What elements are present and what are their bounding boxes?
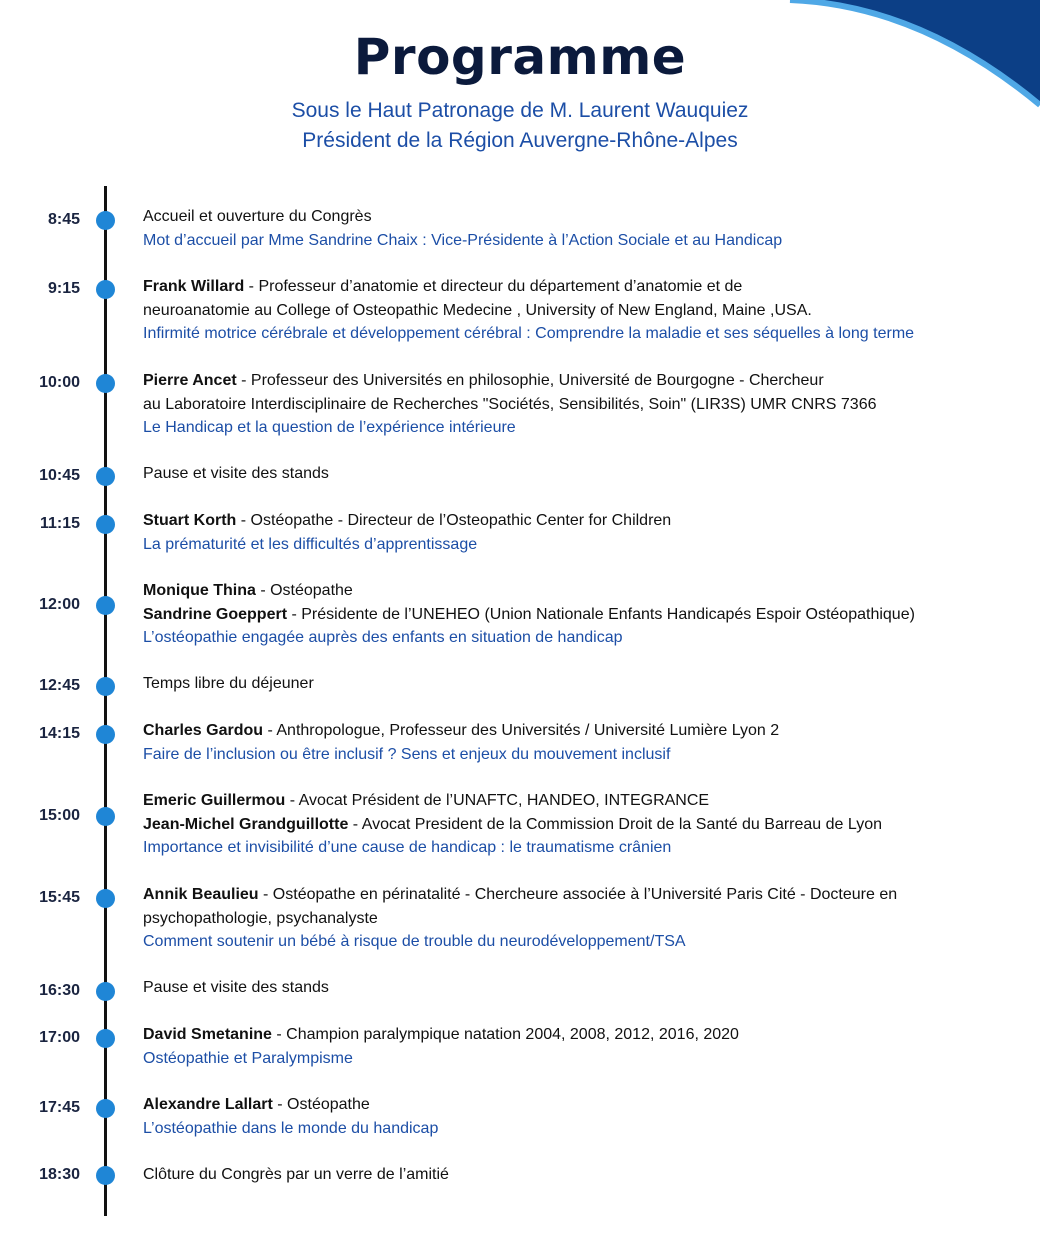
schedule-entry <box>143 205 1023 252</box>
schedule-time: 17:00 <box>39 1029 80 1046</box>
schedule-entry <box>143 672 1023 696</box>
speaker-name: David Smetanine <box>143 1026 272 1043</box>
entry-subtitle: Mot d’accueil par Mme Sandrine Chaix : Vice-Présidente à l’Action Sociale et au Handicap <box>143 231 783 249</box>
timeline-dot <box>96 280 115 299</box>
speaker-name: Frank Willard <box>143 278 245 295</box>
timeline-dot <box>96 1099 115 1118</box>
schedule-entry <box>143 1093 1023 1140</box>
entry-text: Temps libre du déjeuner <box>143 675 314 692</box>
speaker-description: - Ostéopathe <box>272 1096 370 1113</box>
subtitle-patronage: Sous le Haut Patronage de M. Laurent Wauquiez <box>291 99 749 122</box>
timeline-dot <box>96 1029 115 1048</box>
speaker-description: - Professeur d’anatomie et directeur du département d’anatomie et de <box>244 278 743 295</box>
speaker-description: - Ostéopathe en périnatalité - Chercheure associée à l’Université Paris Cité - Docteure en <box>258 886 898 903</box>
entry-subtitle: Infirmité motrice cérébrale et développement cérébral : Comprendre la maladie et ses séquelles à long terme <box>143 325 915 342</box>
subtitle-president: Président de la Région Auvergne-Rhône-Alpes <box>302 129 738 152</box>
schedule-entry <box>143 719 1023 766</box>
speaker-description: - Avocat Président de l’UNAFTC, HANDEO, INTEGRANCE <box>285 792 710 809</box>
schedule-entry <box>143 1023 1023 1070</box>
speaker-description: - Professeur des Universités en philosophie, Université de Bourgogne - Chercheur <box>236 372 824 389</box>
schedule-time: 15:00 <box>39 807 80 824</box>
entry-subtitle: L’ostéopathie engagée auprès des enfants en situation de handicap <box>143 629 623 646</box>
speaker-name: Annik Beaulieu <box>143 886 259 903</box>
schedule-entry <box>143 369 1023 440</box>
page-title: Programme <box>353 28 687 86</box>
speaker-name: Sandrine Goeppert <box>143 605 288 623</box>
speaker-description: - Présidente de l’UNEHEO (Union Nationale Enfants Handicapés Espoir Ostéopathique) <box>287 605 915 623</box>
timeline-dot <box>96 515 115 534</box>
schedule-time: 15:45 <box>39 889 80 906</box>
entry-text: Accueil et ouverture du Congrès <box>143 208 372 225</box>
schedule-entry <box>143 509 1023 556</box>
schedule-entry <box>143 579 1023 650</box>
schedule-time: 9:15 <box>47 280 80 297</box>
entry-subtitle: Comment soutenir un bébé à risque de trouble du neurodéveloppement/TSA <box>143 933 686 950</box>
schedule-time: 18:30 <box>39 1166 80 1183</box>
speaker-name: Emeric Guillermou <box>143 792 286 809</box>
speaker-name: Pierre Ancet <box>143 372 237 389</box>
schedule-time: 16:30 <box>39 982 80 999</box>
timeline-dot <box>96 467 115 486</box>
entry-subtitle: Ostéopathie et Paralympisme <box>143 1049 353 1067</box>
schedule-time: 8:45 <box>47 211 80 228</box>
entry-text: Clôture du Congrès par un verre de l’amitié <box>143 1166 449 1183</box>
schedule-entry <box>143 883 1023 954</box>
entry-text: Pause et visite des stands <box>143 465 329 482</box>
schedule-time: 11:15 <box>39 515 80 532</box>
timeline-dot <box>96 889 115 908</box>
timeline-dot <box>96 211 115 230</box>
speaker-name: Monique Thina <box>143 582 256 599</box>
speaker-name: Charles Gardou <box>143 722 264 739</box>
entry-subtitle: L’ostéopathie dans le monde du handicap <box>143 1119 439 1137</box>
speaker-description-cont: psychopathologie, psychanalyste <box>143 909 378 927</box>
schedule-time: 10:00 <box>39 374 80 391</box>
timeline-dot <box>96 677 115 696</box>
speaker-description-cont: neuroanatomie au College of Osteopathic Medecine , University of New England, Maine ,USA. <box>143 301 812 319</box>
entry-subtitle: Importance et invisibilité d’une cause de handicap : le traumatisme crânien <box>143 839 672 856</box>
entry-subtitle: Le Handicap et la question de l’expérience intérieure <box>143 419 516 436</box>
schedule-entry <box>143 789 1023 860</box>
schedule-entry <box>143 976 1023 1000</box>
schedule-time: 17:45 <box>39 1099 80 1116</box>
timeline-dot <box>96 725 115 744</box>
schedule-time: 12:00 <box>39 596 80 613</box>
schedule-entry <box>143 462 1023 486</box>
speaker-description: - Avocat President de la Commission Droit de la Santé du Barreau de Lyon <box>348 815 882 833</box>
speaker-description: - Champion paralympique natation 2004, 2008, 2012, 2016, 2020 <box>271 1026 739 1043</box>
schedule-time: 14:15 <box>39 725 80 742</box>
speaker-name: Stuart Korth <box>143 512 237 529</box>
speaker-description: - Ostéopathe <box>255 582 353 599</box>
speaker-name: Alexandre Lallart <box>143 1096 273 1113</box>
entry-text: Pause et visite des stands <box>143 979 329 996</box>
timeline-line <box>104 186 107 1216</box>
entry-subtitle: Faire de l’inclusion ou être inclusif ? Sens et enjeux du mouvement inclusif <box>143 745 671 763</box>
timeline-dot <box>96 596 115 615</box>
schedule-time: 12:45 <box>39 677 80 694</box>
timeline-dot <box>96 1166 115 1185</box>
schedule-time: 10:45 <box>39 467 80 484</box>
speaker-description: - Ostéopathe - Directeur de l’Osteopathic Center for Children <box>236 512 672 529</box>
entry-subtitle: La prématurité et les difficultés d’apprentissage <box>143 535 478 553</box>
speaker-description-cont: au Laboratoire Interdisciplinaire de Recherches "Sociétés, Sensibilités, Soin" (LIR3S) UMR CNRS 7366 <box>143 395 877 413</box>
schedule-entry <box>143 275 1023 346</box>
timeline-dot <box>96 807 115 826</box>
timeline-dot <box>96 982 115 1001</box>
timeline-dot <box>96 374 115 393</box>
speaker-name: Jean-Michel Grandguillotte <box>143 815 349 833</box>
schedule-entry <box>143 1163 1023 1187</box>
speaker-description: - Anthropologue, Professeur des Universités / Université Lumière Lyon 2 <box>263 722 780 739</box>
